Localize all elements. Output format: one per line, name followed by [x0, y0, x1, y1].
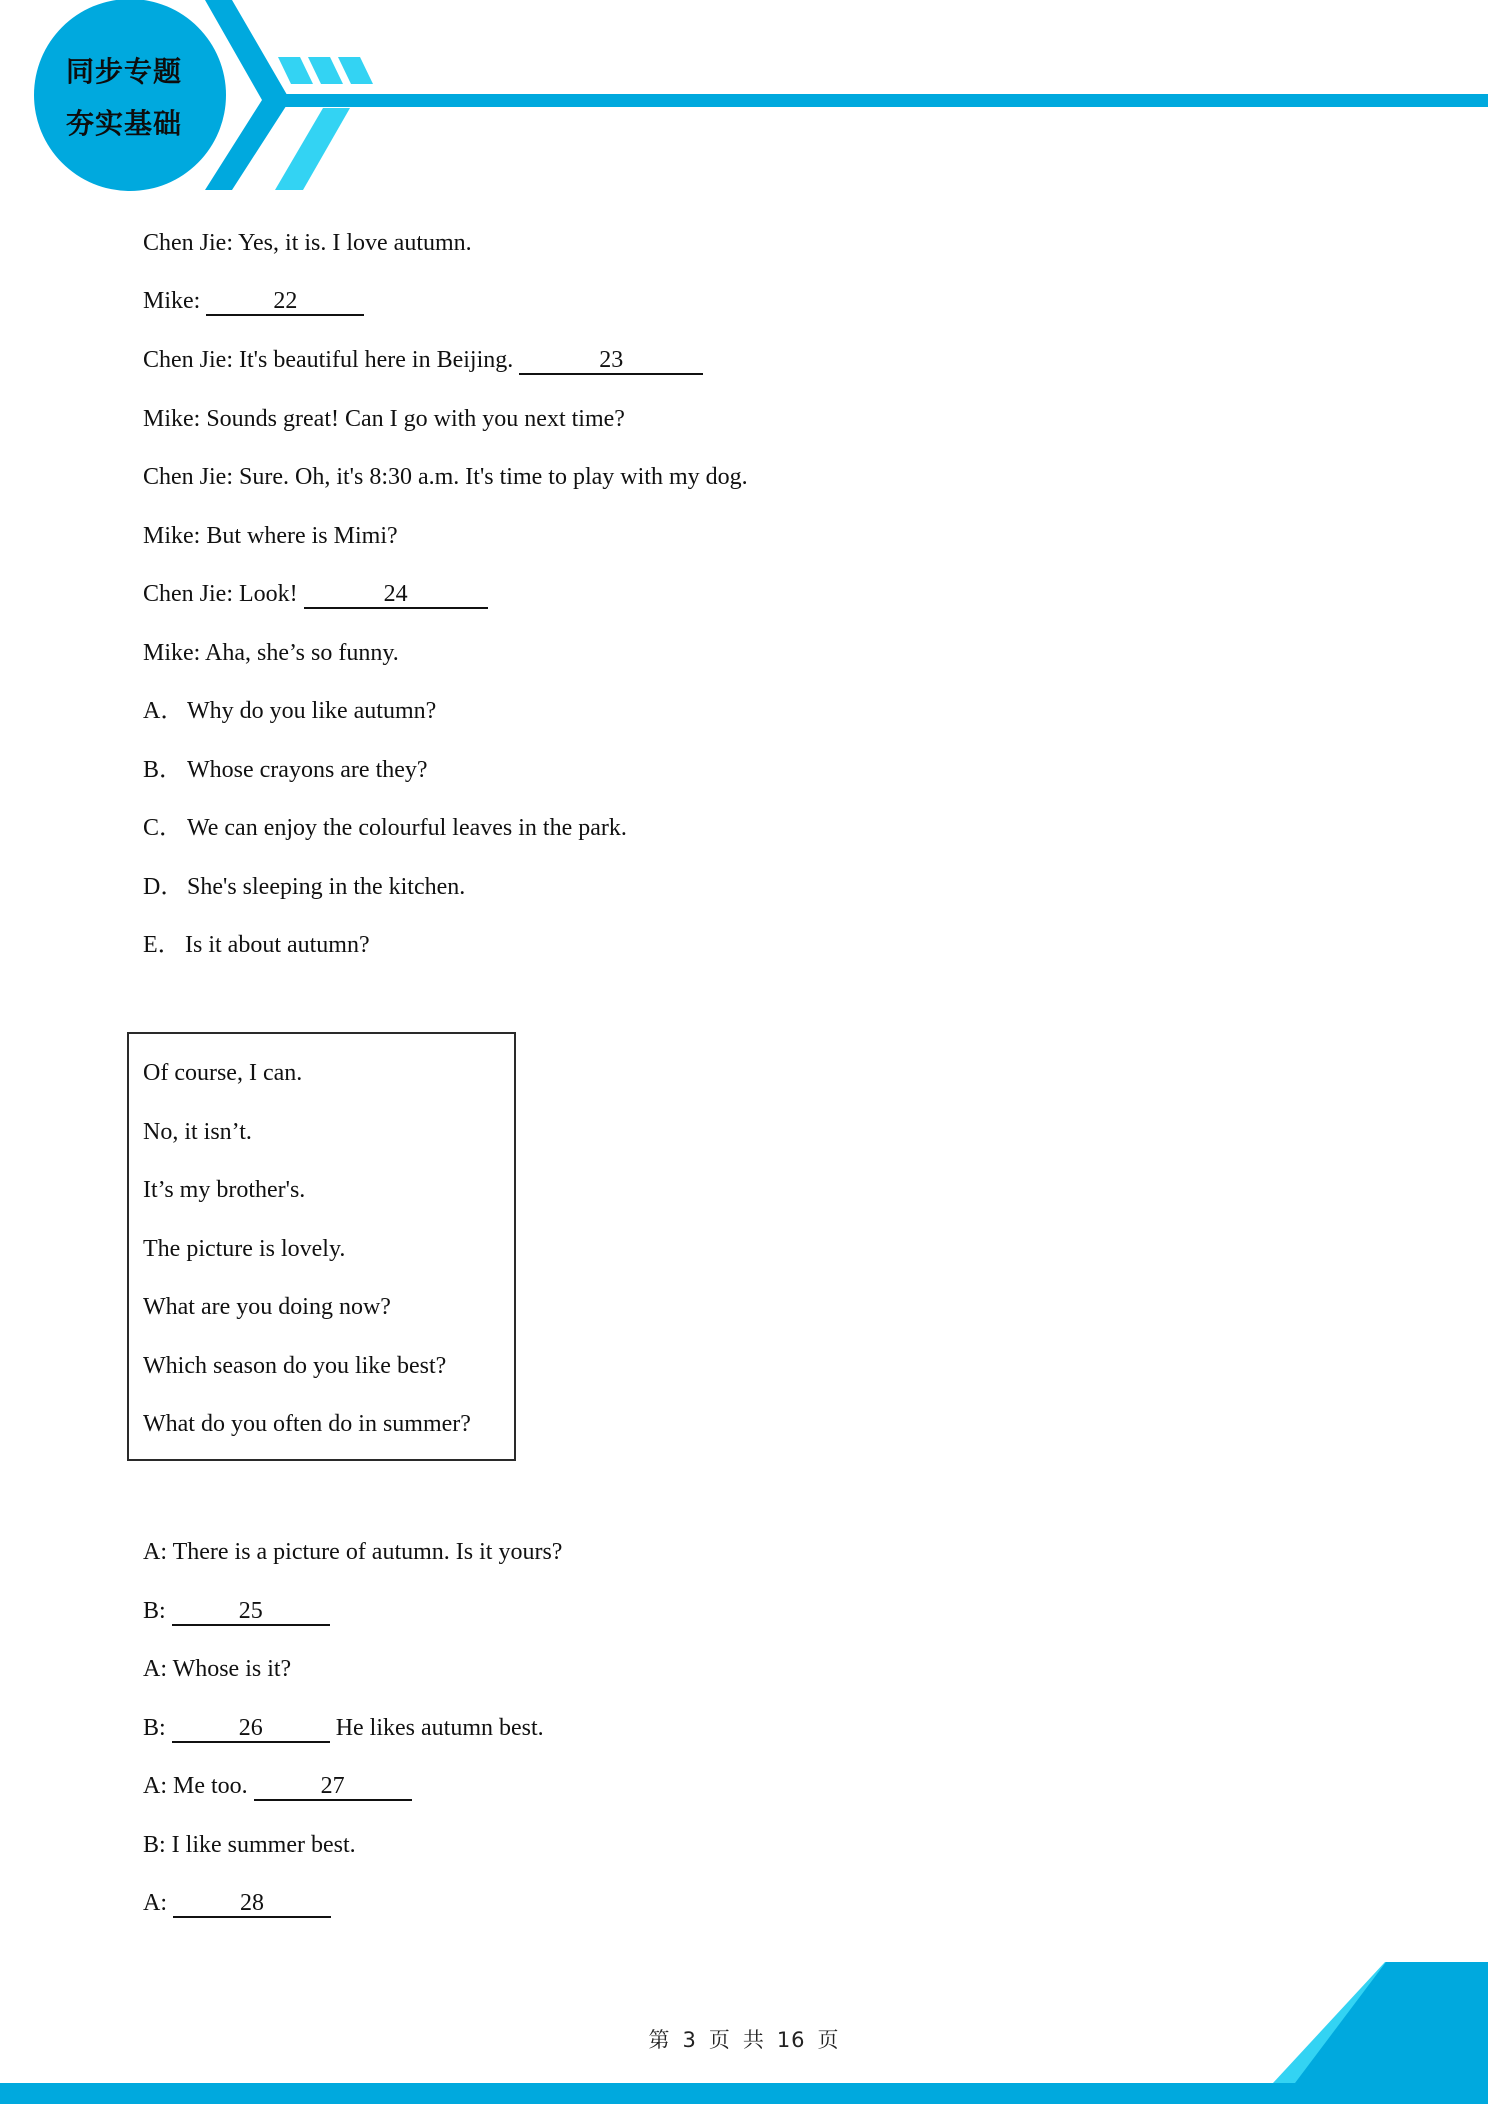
dialogue-line — [143, 1771, 412, 1801]
dialogue-line — [143, 579, 488, 609]
dialogue-speaker: Mike: — [143, 288, 207, 314]
blank-27[interactable]: 27 — [254, 1773, 412, 1801]
option-item — [143, 813, 627, 843]
blank-24[interactable]: 24 — [304, 581, 488, 609]
page-current: 3 — [682, 2028, 697, 2052]
page-total: 16 — [776, 2028, 806, 2052]
dialogue-speaker: A: — [143, 1890, 173, 1916]
option-letter: D． — [143, 874, 185, 900]
dialogue-speaker: B: — [143, 1715, 172, 1741]
box-item: It’s my brother's. — [143, 1177, 306, 1203]
option-item — [143, 930, 370, 960]
option-text: Is it about autumn? — [185, 932, 370, 958]
option-text: Why do you like autumn? — [187, 698, 437, 724]
dialogue-line: Mike: Sounds great! Can I go with you next time? — [143, 406, 625, 432]
blank-25[interactable]: 25 — [172, 1598, 330, 1626]
header-dash-3 — [338, 57, 373, 84]
dialogue-speaker: Chen Jie: It's beautiful here in Beijing. — [143, 347, 520, 373]
header-dash-2 — [308, 57, 343, 84]
box-item: No, it isn’t. — [143, 1119, 252, 1145]
page-label: 页 — [708, 2028, 731, 2052]
option-text: She's sleeping in the kitchen. — [187, 874, 466, 900]
page-label: 共 — [742, 2028, 765, 2052]
option-text: We can enjoy the colourful leaves in the park. — [187, 815, 627, 841]
header-badge-subtitle: 夯实基础 — [65, 107, 182, 140]
header-banner — [0, 0, 1488, 200]
box-item: Of course, I can. — [143, 1060, 303, 1086]
dialogue-line: B: I like summer best. — [143, 1832, 356, 1858]
box-item: What do you often do in summer? — [143, 1411, 471, 1437]
dialogue-speaker: A: Me too. — [143, 1773, 254, 1799]
header-badge-title: 同步专题 — [65, 55, 182, 88]
footer-stripe — [0, 2083, 1488, 2104]
dialogue-line: Mike: But where is Mimi? — [143, 523, 398, 549]
page-number — [0, 2024, 1488, 2054]
header-chevron-accent — [275, 108, 350, 190]
dialogue-line: A: There is a picture of autumn. Is it yours? — [143, 1539, 563, 1565]
dialogue-speaker: B: — [143, 1598, 172, 1624]
option-letter: C． — [143, 815, 184, 841]
option-text: Whose crayons are they? — [187, 757, 428, 783]
blank-26[interactable]: 26 — [172, 1715, 330, 1743]
dialogue-line — [143, 1713, 544, 1743]
header-dash-1 — [278, 57, 313, 84]
option-letter: B． — [143, 757, 184, 783]
option-letter: A． — [143, 698, 185, 724]
option-letter: E． — [143, 932, 182, 958]
box-item: Which season do you like best? — [143, 1353, 447, 1379]
header-stripe — [280, 94, 1488, 107]
dialogue-line: A: Whose is it? — [143, 1656, 292, 1682]
option-item — [143, 696, 436, 726]
dialogue-line — [143, 345, 703, 375]
blank-28[interactable]: 28 — [173, 1890, 331, 1918]
dialogue-line — [143, 1888, 331, 1918]
header-badge-circle — [34, 0, 226, 191]
dialogue-line: Mike: Aha, she’s so funny. — [143, 640, 399, 666]
box-item: What are you doing now? — [143, 1294, 391, 1320]
dialogue-speaker: Chen Jie: Look! — [143, 581, 304, 607]
box-item: The picture is lovely. — [143, 1236, 346, 1262]
dialogue-line: Chen Jie: Sure. Oh, it's 8:30 a.m. It's time to play with my dog. — [143, 464, 748, 490]
dialogue-line — [143, 286, 364, 316]
option-item — [143, 872, 465, 902]
dialogue-line — [143, 1596, 330, 1626]
blank-22[interactable]: 22 — [206, 288, 364, 316]
page-label: 第 — [648, 2028, 671, 2052]
dialogue-line: Chen Jie: Yes, it is. I love autumn. — [143, 230, 472, 256]
option-item — [143, 755, 428, 785]
dialogue-after: He likes autumn best. — [329, 1715, 544, 1741]
page-label: 页 — [817, 2028, 840, 2052]
footer-corner — [1295, 1962, 1488, 2083]
blank-23[interactable]: 23 — [519, 347, 703, 375]
